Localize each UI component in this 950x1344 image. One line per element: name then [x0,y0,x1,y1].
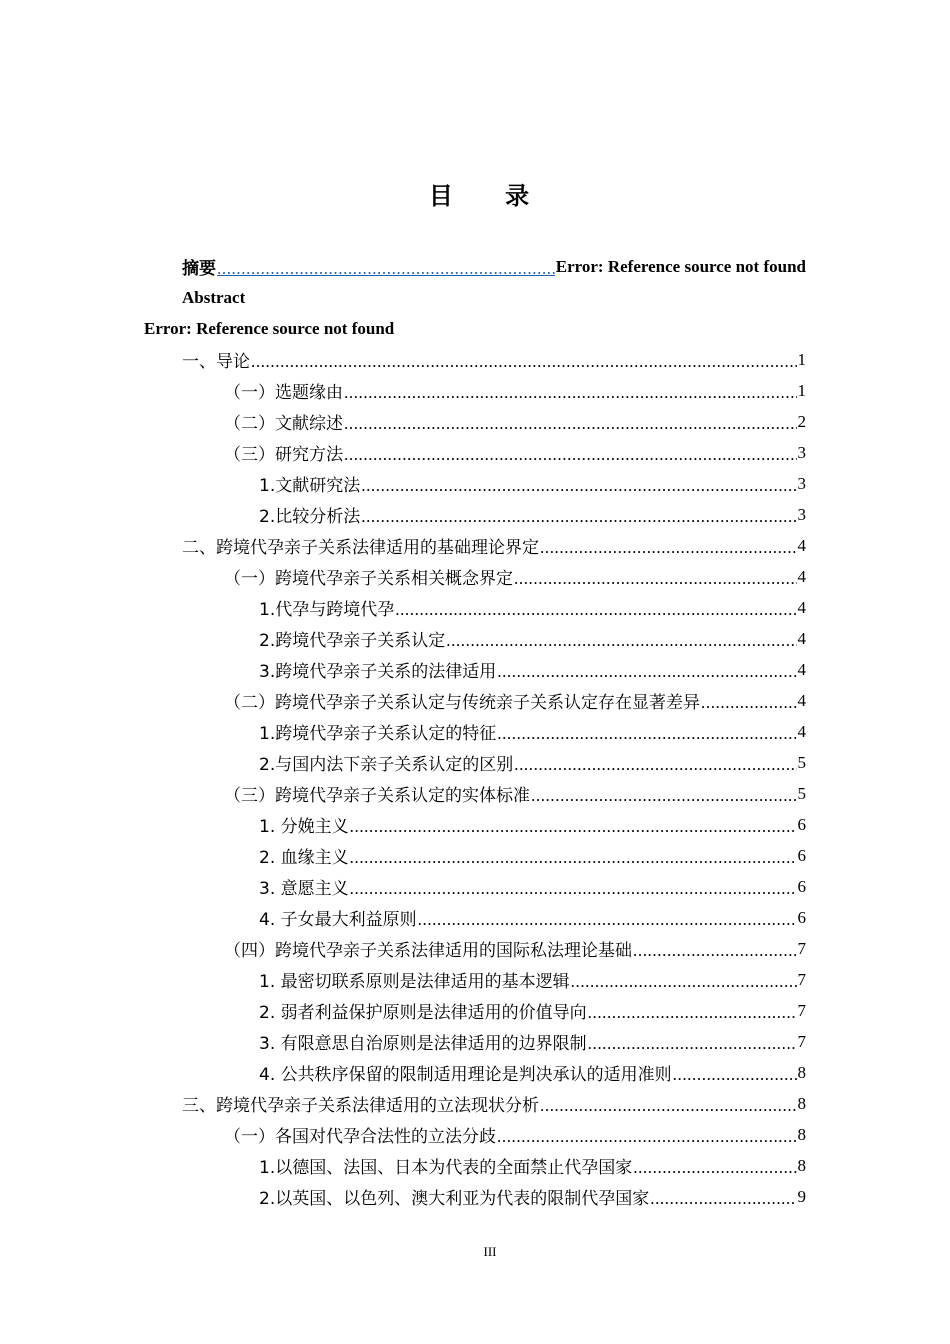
toc-entry-abstract-cn[interactable] [0,251,950,282]
toc-leader-dots [701,693,797,713]
toc-entry-page-number: 8 [797,1093,806,1113]
toc-entry-label: 2.以英国、以色列、澳大利亚为代表的限制代孕国家 [259,1189,650,1209]
toc-leader-dots [514,569,797,589]
toc-entry[interactable] [0,1026,950,1057]
toc-entry-label: （三）研究方法 [224,445,343,465]
toc-leader-dots [588,1003,797,1023]
toc-leader-dots [650,1189,796,1209]
toc-entry-page-number: 5 [797,783,806,803]
toc-entry-page-number: 4 [797,535,806,555]
toc-entry[interactable] [0,375,950,406]
toc-entry-label: 2. 弱者利益保护原则是法律适用的价值导向 [259,1003,587,1023]
toc-entry[interactable] [0,778,950,809]
toc-leader-dots [350,817,797,837]
page-title: 目 录 [428,182,552,210]
toc-entry-label: 4. 子女最大利益原则 [259,910,417,930]
toc-leader-dots [418,910,797,930]
toc-entry[interactable] [0,685,950,716]
toc-leader-dots [531,786,797,806]
toc-entry-page-number: 7 [797,1031,806,1051]
toc-entry-label: 1.代孕与跨境代孕 [259,600,395,620]
toc-entry[interactable] [0,406,950,437]
toc-entry-page-number: 8 [797,1155,806,1175]
toc-leader-dots [633,1158,796,1178]
toc-entry-label: 3.跨境代孕亲子关系的法律适用 [259,662,497,682]
toc-entry-label: 2.与国内法下亲子关系认定的区别 [259,755,514,775]
page-number-footer: III [483,1244,497,1259]
toc-entry-page-number: 3 [797,473,806,493]
toc-leader-dots [217,259,555,279]
toc-entry-page-number: 3 [797,504,806,524]
toc-leader-dots [588,1034,797,1054]
toc-entry-page-number: 1 [797,349,806,369]
toc-entry-label: 2.比较分析法 [259,507,361,527]
toc-entry[interactable] [0,840,950,871]
toc-entry[interactable] [0,623,950,654]
toc-entry-page-number: 4 [797,659,806,679]
toc-entry[interactable] [0,561,950,592]
toc-leader-dots [514,755,796,775]
toc-entry[interactable] [0,1119,950,1150]
toc-entry-page-number: 5 [797,752,806,772]
toc-entry[interactable] [0,654,950,685]
toc-entry[interactable] [0,1088,950,1119]
toc-entry-label: 1. 最密切联系原则是法律适用的基本逻辑 [259,972,570,992]
toc-entry-page-number: 9 [797,1186,806,1206]
toc-entry-label: 1.文献研究法 [259,476,361,496]
toc-leader-dots [344,383,797,403]
toc-entry-label: Abstract [182,287,246,307]
toc-leader-dots [633,941,797,961]
toc-leader-dots [497,1127,797,1147]
toc-entry-label: 3. 有限意思自治原则是法律适用的边界限制 [259,1034,587,1054]
toc-entry-label: （二）跨境代孕亲子关系认定与传统亲子关系认定存在显著差异 [224,693,700,713]
toc-entry[interactable] [0,809,950,840]
toc-leader-dots [540,538,797,558]
toc-entry-label: 1.以德国、法国、日本为代表的全面禁止代孕国家 [259,1158,633,1178]
toc-leader-dots [344,445,797,465]
toc-entry[interactable] [0,499,950,530]
toc-entry-label: 三、跨境代孕亲子关系法律适用的立法现状分析 [182,1096,539,1116]
toc-entry[interactable] [0,592,950,623]
toc-entry-page-number: 1 [797,380,806,400]
toc-entry[interactable] [0,716,950,747]
toc-entry-label: 4. 公共秩序保留的限制适用理论是判决承认的适用准则 [259,1065,672,1085]
toc-leader-dots [350,879,797,899]
toc-entry-page-number: 7 [797,938,806,958]
toc-leader-dots [540,1096,797,1116]
toc-entry-page-number: 4 [797,690,806,710]
toc-entry[interactable] [0,530,950,561]
toc-leader-dots [497,662,796,682]
toc-entry[interactable] [0,933,950,964]
toc-entry-label: （三）跨境代孕亲子关系认定的实体标准 [224,786,530,806]
toc-leader-dots [497,724,796,744]
toc-entry-label: （一）跨境代孕亲子关系相关概念界定 [224,569,513,589]
toc-entry-page-number: 6 [797,814,806,834]
toc-entry-page-number: 2 [797,411,806,431]
toc-entry-reference: Error: Reference source not found [555,256,806,276]
toc-leader-dots [395,600,796,620]
toc-entry-label: （四）跨境代孕亲子关系法律适用的国际私法理论基础 [224,941,632,961]
toc-entry-label: 3. 意愿主义 [259,879,349,899]
toc-entry-page-number: 8 [797,1062,806,1082]
toc-entry-page-number: 6 [797,876,806,896]
toc-entry-page-number: 4 [797,628,806,648]
toc-entry-label: 1. 分娩主义 [259,817,349,837]
toc-entry[interactable] [0,1181,950,1212]
toc-entry-page-number: 4 [797,566,806,586]
toc-entry[interactable] [0,747,950,778]
toc-leader-dots [361,476,796,496]
toc-entry[interactable] [0,468,950,499]
toc-leader-dots [361,507,796,527]
toc-leader-dots [673,1065,797,1085]
toc-entry[interactable] [0,871,950,902]
toc-entry-page-number: 6 [797,845,806,865]
toc-entry-abstract-en-ref [0,313,950,344]
toc-entry-label: 一、导论 [182,352,250,372]
toc-entry-label: 1.跨境代孕亲子关系认定的特征 [259,724,497,744]
toc-entry-page-number: 6 [797,907,806,927]
toc-entry[interactable] [0,1057,950,1088]
toc-entry-label: 摘要 [182,259,216,279]
toc-entry[interactable] [0,964,950,995]
toc-entry-reference: Error: Reference source not found [144,318,395,338]
toc-entry-page-number: 4 [797,597,806,617]
toc-entry-label: 2. 血缘主义 [259,848,349,868]
toc-entry-list [0,344,950,1212]
toc-entry-label: （一）选题缘由 [224,383,343,403]
toc-entry-abstract-en[interactable] [0,282,950,313]
table-of-contents [0,251,950,1212]
toc-leader-dots [251,352,797,372]
toc-entry-label: （一）各国对代孕合法性的立法分歧 [224,1127,496,1147]
toc-leader-dots [344,414,797,434]
toc-leader-dots [446,631,796,651]
toc-entry-label: （二）文献综述 [224,414,343,434]
toc-entry-label: 2.跨境代孕亲子关系认定 [259,631,446,651]
toc-entry[interactable] [0,437,950,468]
toc-leader-dots [350,848,797,868]
toc-entry-page-number: 7 [797,1000,806,1020]
toc-entry-page-number: 7 [797,969,806,989]
toc-entry[interactable] [0,1150,950,1181]
toc-entry-label: 二、跨境代孕亲子关系法律适用的基础理论界定 [182,538,539,558]
toc-leader-dots [571,972,797,992]
toc-entry-page-number: 8 [797,1124,806,1144]
toc-entry-page-number: 3 [797,442,806,462]
toc-entry-page-number: 4 [797,721,806,741]
toc-entry[interactable] [0,344,950,375]
toc-entry[interactable] [0,902,950,933]
toc-entry[interactable] [0,995,950,1026]
